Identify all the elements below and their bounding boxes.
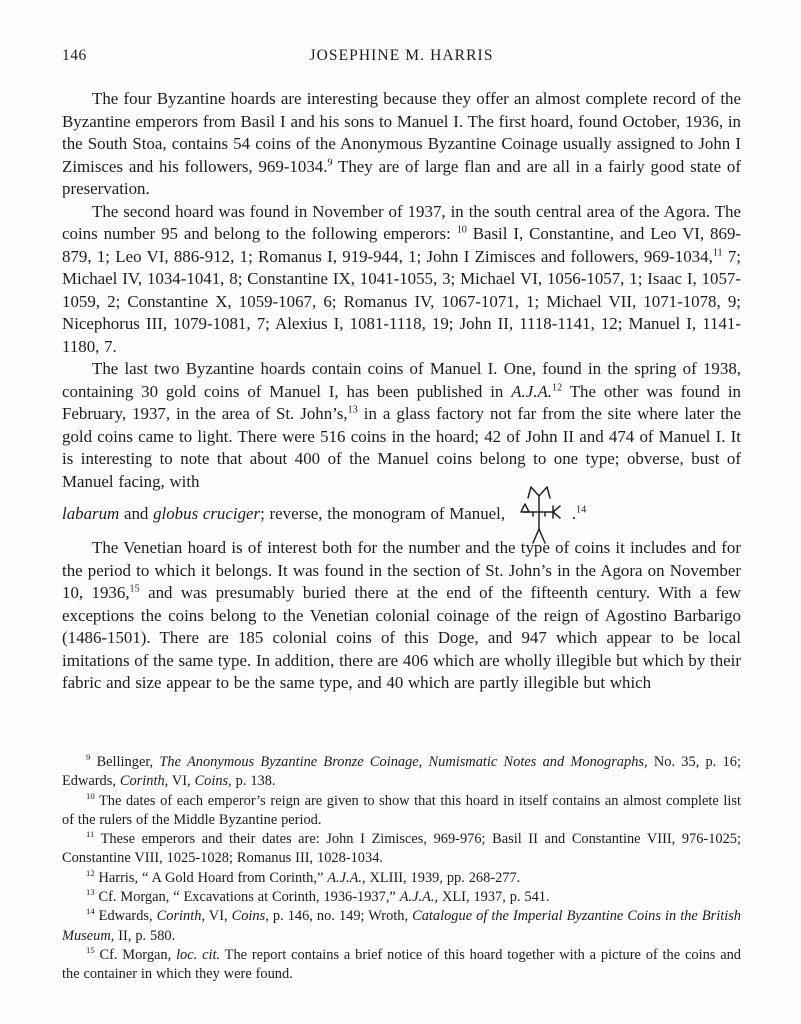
paragraph-byzantine-hoards-intro: The four Byzantine hoards are interesting because they offer an almost complete record of the Byzantine emperors from Basil I and his sons to Manuel I. The first hoard, found October, 1936, in the South Stoa, contains 54 coins of the Anonymous Byzantine Coinage usually assigned to John I Zimisces and his followers, 969-1034.$^9$ They are of large flan and are all in a fairly good state of preservation. — [62, 89, 741, 198]
monogram-letter-k-lower — [553, 512, 560, 518]
monogram-line — [62, 493, 741, 537]
page-header — [62, 47, 741, 65]
monogram-line-text-after: .$^{14}$ — [567, 503, 587, 523]
running-head: JOSEPHINE M. HARRIS — [309, 47, 494, 64]
manuel-monogram-symbol — [519, 485, 561, 545]
footnote-13: $^{13}$ Cf. Morgan, “ Excavations at Corinth, 1936-1937,” A.J.A., XLI, 1937, p. 541. — [86, 887, 550, 906]
monogram-line-text-before: labarum and globus cruciger; reverse, the monogram of Manuel, — [62, 503, 506, 523]
page-number: 146 — [62, 47, 87, 64]
footnote-9: $^9$ Bellinger, The Anonymous Byzantine Bronze Coinage, Numismatic Notes and Monographs, No. 35, p. 16; Edwards, Corinth, VI, Coins, p. 138. — [62, 752, 741, 790]
paragraph-last-two-hoards: The last two Byzantine hoards contain coins of Manuel I. One, found in the spring of 1938, containing 30 gold coins of Manuel I, has been published in A.J.A.$^{12}$ The other was found in February, 1937, in the area of St. John’s,$^{13}$ in a glass factory not far from the site where later the gold coins came to light. There were 516 coins in the hoard; 42 of John II and 474 of Manuel I. It is interesting to note that about 400 of the Manuel coins belong to one type; obverse, bust of Manuel facing, with — [62, 359, 741, 491]
footnote-12: $^{12}$ Harris, “ A Gold Hoard from Corinth,” A.J.A., XLIII, 1939, pp. 268-277. — [86, 867, 521, 886]
article-body — [62, 88, 741, 695]
monogram-letter-k-upper — [553, 506, 560, 512]
footnote-11: $^{11}$ These emperors and their dates are: John I Zimisces, 969-976; Basil II and Constantine VIII, 976-1025; Constantine VIII, 1025-1028; Romanus III, 1028-1034. — [62, 829, 741, 867]
footnotes-section — [62, 753, 741, 985]
monogram-letter-delta — [521, 504, 529, 512]
paragraph-second-hoard: The second hoard was found in November of 1937, in the south central area of the Agora. The coins number 95 and belong to the following emperors: $^{10}$ Basil I, Constantine, and Leo VI, 869-879, 1; Leo VI, 886-912, 1; Romanus I, 919-944, 1; John I Zimisces and followers, 969-1034,11 7; Michael IV, 1034-1041, 8; Constantine IX, 1041-1055, 3; Michael VI, 1056-1057, 1; Isaac I, 1057-1059, 2; Constantine X, 1059-1067, 6; Romanus IV, 1067-1071, 1; Michael VII, 1071-1078, 9; Nicephorus III, 1079-1081, 7; Alexius I, 1081-1118, 19; John II, 1118-1141, 12; Manuel I, 1141-1180, 7. — [62, 201, 742, 356]
footnote-15: $^{15}$ Cf. Morgan, loc. cit. The report contains a brief notice of this hoard together with a picture of the coins and the container in which they were found. — [62, 945, 741, 983]
footnote-10: $^{10}$ The dates of each emperor’s reign are given to show that this hoard in itself contains an almost complete list of the rulers of the Middle Byzantine period. — [62, 790, 741, 828]
footnote-14: $^{14}$ Edwards, Corinth, VI, Coins, p. 146, no. 149; Wroth, Catalogue of the Imperial Byzantine Coins in the British Museum, II, p. 580. — [62, 906, 741, 944]
paragraph-venetian-hoard: The Venetian hoard is of interest both for the number and the type of coins it includes and for the period to which it belongs. It was found in the section of St. John’s in the Agora on November 10, 1936,15 and was presumably buried there at the end of the fifteenth century. With a few exceptions the coins belong to the Venetian colonial coinage of the reign of Agostino Barbarigo (1486-1501). There are 185 colonial coins of this Doge, and 947 which appear to be local imitations of the same type. In addition, there are 406 which are wholly illegible but which by their fabric and size appear to be the same type, and 40 which are partly illegible but which — [62, 538, 741, 692]
